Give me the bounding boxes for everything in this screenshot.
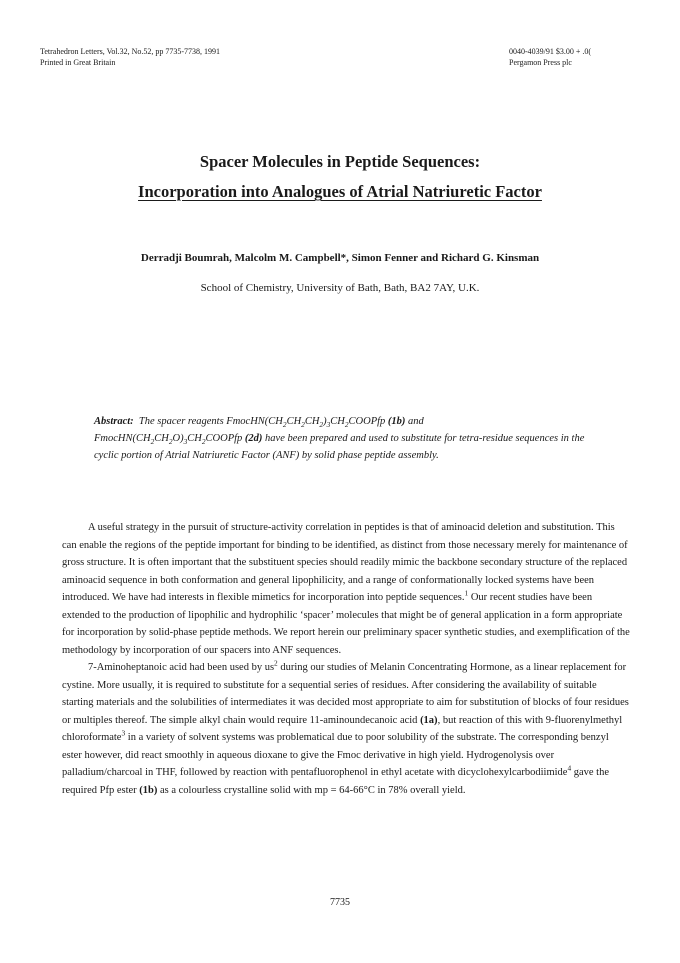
subscript: 2 xyxy=(150,437,155,447)
subscript: 2 xyxy=(344,420,349,430)
publisher-name: Pergamon Press plc xyxy=(509,58,572,67)
compound-label: (1b) xyxy=(139,784,158,796)
paragraph-text: in a variety of solvent systems was problematical due to poor solubility of the substrate. The corresponding benzyl ester however, did react smoothly in aqueous dioxane to give the Fmoc derivative in high yield. Hydrogenolysis over palladium/charcoal in THF, followed by reaction with pentafluorophenol in ethyl acetate with dicyclohexylcarbodiimide xyxy=(62,732,609,778)
subscript: 2 xyxy=(319,420,324,430)
abstract-text: CH xyxy=(304,416,320,427)
subscript: 3 xyxy=(326,420,331,430)
affiliation: School of Chemistry, University of Bath, Bath, BA2 7AY, U.K. xyxy=(200,282,480,294)
paper-title-line2 xyxy=(0,182,680,202)
paragraph-text: A useful strategy in the pursuit of structure-activity correlation in peptides is that of aminoacid deletion and substitution. This can enable the regions of the peptide important for binding to be identified, as distinct from those necessary merely for maintenance of gross structure. It is often important that the substituent species should readily mimic the backbone secondary structure of the replaced aminoacid sequence in both conformation and general lipophilicity, and a range of conformationally locked systems have been introduced. We have had interests in flexible mimetics for incorporation into peptide sequences. xyxy=(62,522,628,603)
abstract-text: CH xyxy=(187,433,202,444)
abstract-text: COOPfp xyxy=(205,433,245,444)
reference-marker: 3 xyxy=(121,728,126,738)
body-text xyxy=(62,519,630,799)
paragraph-text: gave the required Pfp ester xyxy=(62,767,610,796)
reference-marker: 1 xyxy=(464,588,469,598)
abstract-text: O) xyxy=(172,433,184,444)
journal-header xyxy=(40,46,220,68)
abstract-text: and xyxy=(405,416,424,427)
abstract-text: COOPfp xyxy=(348,416,388,427)
page-number: 7735 xyxy=(330,897,350,908)
paper-title-line2-text: Incorporation into Analogues of Atrial Natriuretic Factor xyxy=(138,182,542,201)
abstract xyxy=(94,413,606,464)
abstract-text: The spacer reagents FmocHN(CH xyxy=(138,416,283,427)
issn-price: 0040-4039/91 $3.00 + .0( xyxy=(509,47,592,56)
abstract-label: Abstract: xyxy=(94,416,134,427)
subscript: 3 xyxy=(183,437,188,447)
paragraph-2 xyxy=(62,659,630,799)
printed-in: Printed in Great Britain xyxy=(40,58,116,67)
abstract-text: CH xyxy=(154,433,169,444)
author-list: Derradji Boumrah, Malcolm M. Campbell*, Simon Fenner and Richard G. Kinsman xyxy=(140,252,540,264)
reference-marker: 2 xyxy=(274,658,278,668)
paragraph-text: , but reaction of this with 9-fluorenylmethyl chloroformate xyxy=(62,714,623,743)
abstract-text: CH xyxy=(330,416,345,427)
paper-title-line1: Spacer Molecules in Peptide Sequences: xyxy=(199,152,481,171)
paragraph-1 xyxy=(62,519,630,659)
subscript: 2 xyxy=(301,420,305,430)
subscript: 2 xyxy=(168,437,173,447)
compound-label: (1a) xyxy=(420,714,438,726)
abstract-text: have been prepared and used to substitute for tetra-residue sequences in the cyclic portion of Atrial Natriuretic Factor (ANF) by solid phase peptide assembly. xyxy=(94,433,585,461)
abstract-text: FmocHN(CH xyxy=(94,433,151,444)
subscript: 2 xyxy=(282,420,287,430)
compound-label: (1b) xyxy=(387,416,406,427)
abstract-text: ) xyxy=(323,416,327,427)
subscript: 2 xyxy=(201,437,206,447)
paragraph-text: Our recent studies have been extended to the production of lipophilic and hydrophilic ‘spacer’ molecules that might be of general application in a form appropriate for incorporation by solid-phase peptide methods. We report herein our preliminary spacer synthetic studies, and exemplification of the methodology by incorporation of our spacers into ANF sequences. xyxy=(62,592,630,656)
journal-citation: Tetrahedron Letters, Vol.32, No.52, pp 7735-7738, 1991 xyxy=(40,47,221,56)
paragraph-text: 7-Aminoheptanoic acid had been used by us xyxy=(88,662,275,673)
paragraph-text: as a colourless crystalline solid with mp = 64-66°C in 78% overall yield. xyxy=(157,784,466,796)
abstract-text: CH xyxy=(286,416,302,427)
reference-marker: 4 xyxy=(567,763,572,773)
publisher-header xyxy=(509,46,591,68)
compound-label: (2d) xyxy=(244,433,263,444)
paragraph-text: during our studies of Melanin Concentrating Hormone, as a linear replacement for cystine. More usually, it is required to substitute for a sequential series of residues. After considering the availability of suitable starting materials and the solubilities of intermediates it was decided most appropriate to aim for substitution of blocks of four residues or multiples thereof. The simple alkyl chain would require 11-aminoundecanoic acid xyxy=(62,662,629,726)
